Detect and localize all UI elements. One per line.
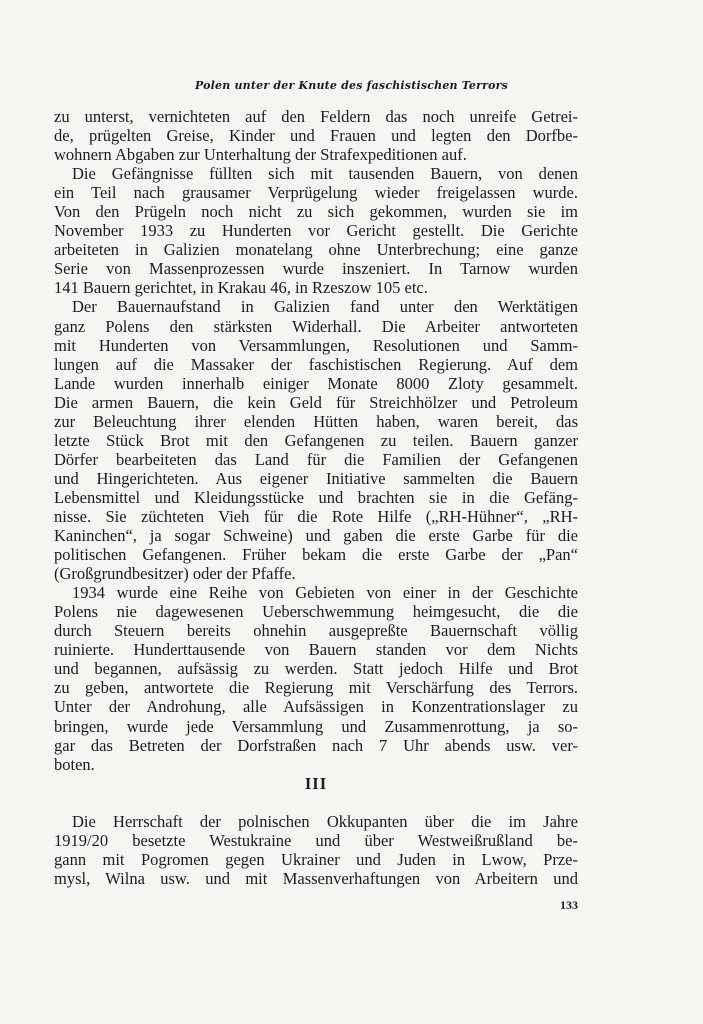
text-line: Lande wurden innerhalb einiger Monate 8000 Zloty gesammelt.	[54, 373, 578, 393]
text-line: boten.	[54, 754, 95, 774]
text-line: politischen Gefangenen. Früher bekam die erste Garbe der „Pan“	[54, 545, 578, 565]
text-line: de, prügelten Greise, Kinder und Frauen und legten den Dorfbe-	[54, 126, 578, 146]
text-line: 1919/20 besetzte Westukraine und über Westweißrußland be-	[54, 830, 578, 850]
text-line: arbeiteten in Galizien monatelang ohne Unterbrechung; eine ganze	[54, 240, 578, 260]
body-text	[54, 107, 578, 888]
text-line: 141 Bauern gerichtet, in Krakau 46, in Rzeszow 105 etc.	[54, 278, 428, 298]
text-line: gann mit Pogromen gegen Ukrainer und Juden in Lwow, Prze-	[54, 849, 578, 869]
text-line: Kaninchen“, ja sogar Schweine) und gaben die erste Garbe für die	[54, 526, 578, 546]
text-line: ruinierte. Hunderttausende von Bauern standen vor dem Nichts	[54, 640, 578, 660]
text-line: 1934 wurde eine Reihe von Gebieten von einer in der Geschichte	[72, 583, 578, 603]
text-line: mit Hunderten von Versammlungen, Resolutionen und Samm-	[54, 335, 578, 355]
text-line: Die armen Bauern, die kein Geld für Streichhölzer und Petroleum	[54, 392, 578, 412]
text-line: wohnern Abgaben zur Unterhaltung der Strafexpeditionen auf.	[54, 145, 467, 165]
text-line: zu unterst, vernichteten auf den Feldern das noch unreife Getrei-	[54, 107, 578, 126]
text-line: ganz Polens den stärksten Widerhall. Die Arbeiter antworteten	[54, 316, 578, 336]
text-line: und Hingerichteten. Aus eigener Initiative sammelten die Bauern	[54, 468, 578, 488]
text-line: gar das Betreten der Dorfstraßen nach 7 Uhr abends usw. ver-	[54, 735, 578, 755]
text-line: und begannen, aufsässig zu werden. Statt jedoch Hilfe und Brot	[54, 659, 578, 679]
text-line: November 1933 zu Hunderten vor Gericht gestellt. Die Gerichte	[54, 221, 578, 241]
text-line: nisse. Sie züchteten Vieh für die Rote Hilfe („RH-Hühner“, „RH-	[54, 506, 578, 526]
text-line: lungen auf die Massaker der faschistischen Regierung. Auf dem	[54, 354, 578, 374]
text-line: letzte Stück Brot mit den Gefangenen zu teilen. Bauern ganzer	[54, 430, 578, 450]
text-line: bringen, wurde jede Versammlung und Zusammenrottung, ja so-	[54, 716, 578, 736]
page-number: 133	[560, 898, 578, 912]
text-line: Lebensmittel und Kleidungsstücke und brachten sie in die Gefäng-	[54, 487, 578, 507]
text-line	[54, 793, 578, 812]
text-line: Polens nie dagewesenen Ueberschwemmung heimgesucht, die die	[54, 602, 578, 622]
text-line: zur Beleuchtung ihrer elenden Hütten haben, waren bereit, das	[54, 411, 578, 431]
text-line: Dörfer bearbeiteten das Land für die Familien der Gefangenen	[54, 449, 578, 469]
text-line: Die Gefängnisse füllten sich mit tausenden Bauern, von denen	[72, 164, 578, 184]
text-line: zu geben, antwortete die Regierung mit Verschärfung des Terrors.	[54, 678, 578, 698]
text-line: ein Teil nach grausamer Verprügelung wieder freigelassen wurde.	[54, 183, 578, 203]
text-line: durch Steuern bereits ohnehin ausgepreßte Bauernschaft völlig	[54, 621, 578, 641]
section-heading: III	[304, 773, 328, 793]
text-line: Die Herrschaft der polnischen Okkupanten über die im Jahre	[72, 811, 578, 831]
text-line: (Großgrundbesitzer) oder der Pfaffe.	[54, 564, 296, 584]
text-line: Der Bauernaufstand in Galizien fand unter den Werktätigen	[72, 297, 578, 317]
text-line: Von den Prügeln noch nicht zu sich gekommen, wurden sie im	[54, 202, 578, 222]
text-line: Serie von Massenprozessen wurde inszeniert. In Tarnow wurden	[54, 259, 578, 279]
text-line: mysl, Wilna usw. und mit Massenverhaftungen von Arbeitern und	[54, 868, 578, 888]
text-line: Unter der Androhung, alle Aufsässigen in Konzentrationslager zu	[54, 697, 578, 717]
running-head: Polen unter der Knute des faschistischen Terrors	[194, 79, 509, 92]
